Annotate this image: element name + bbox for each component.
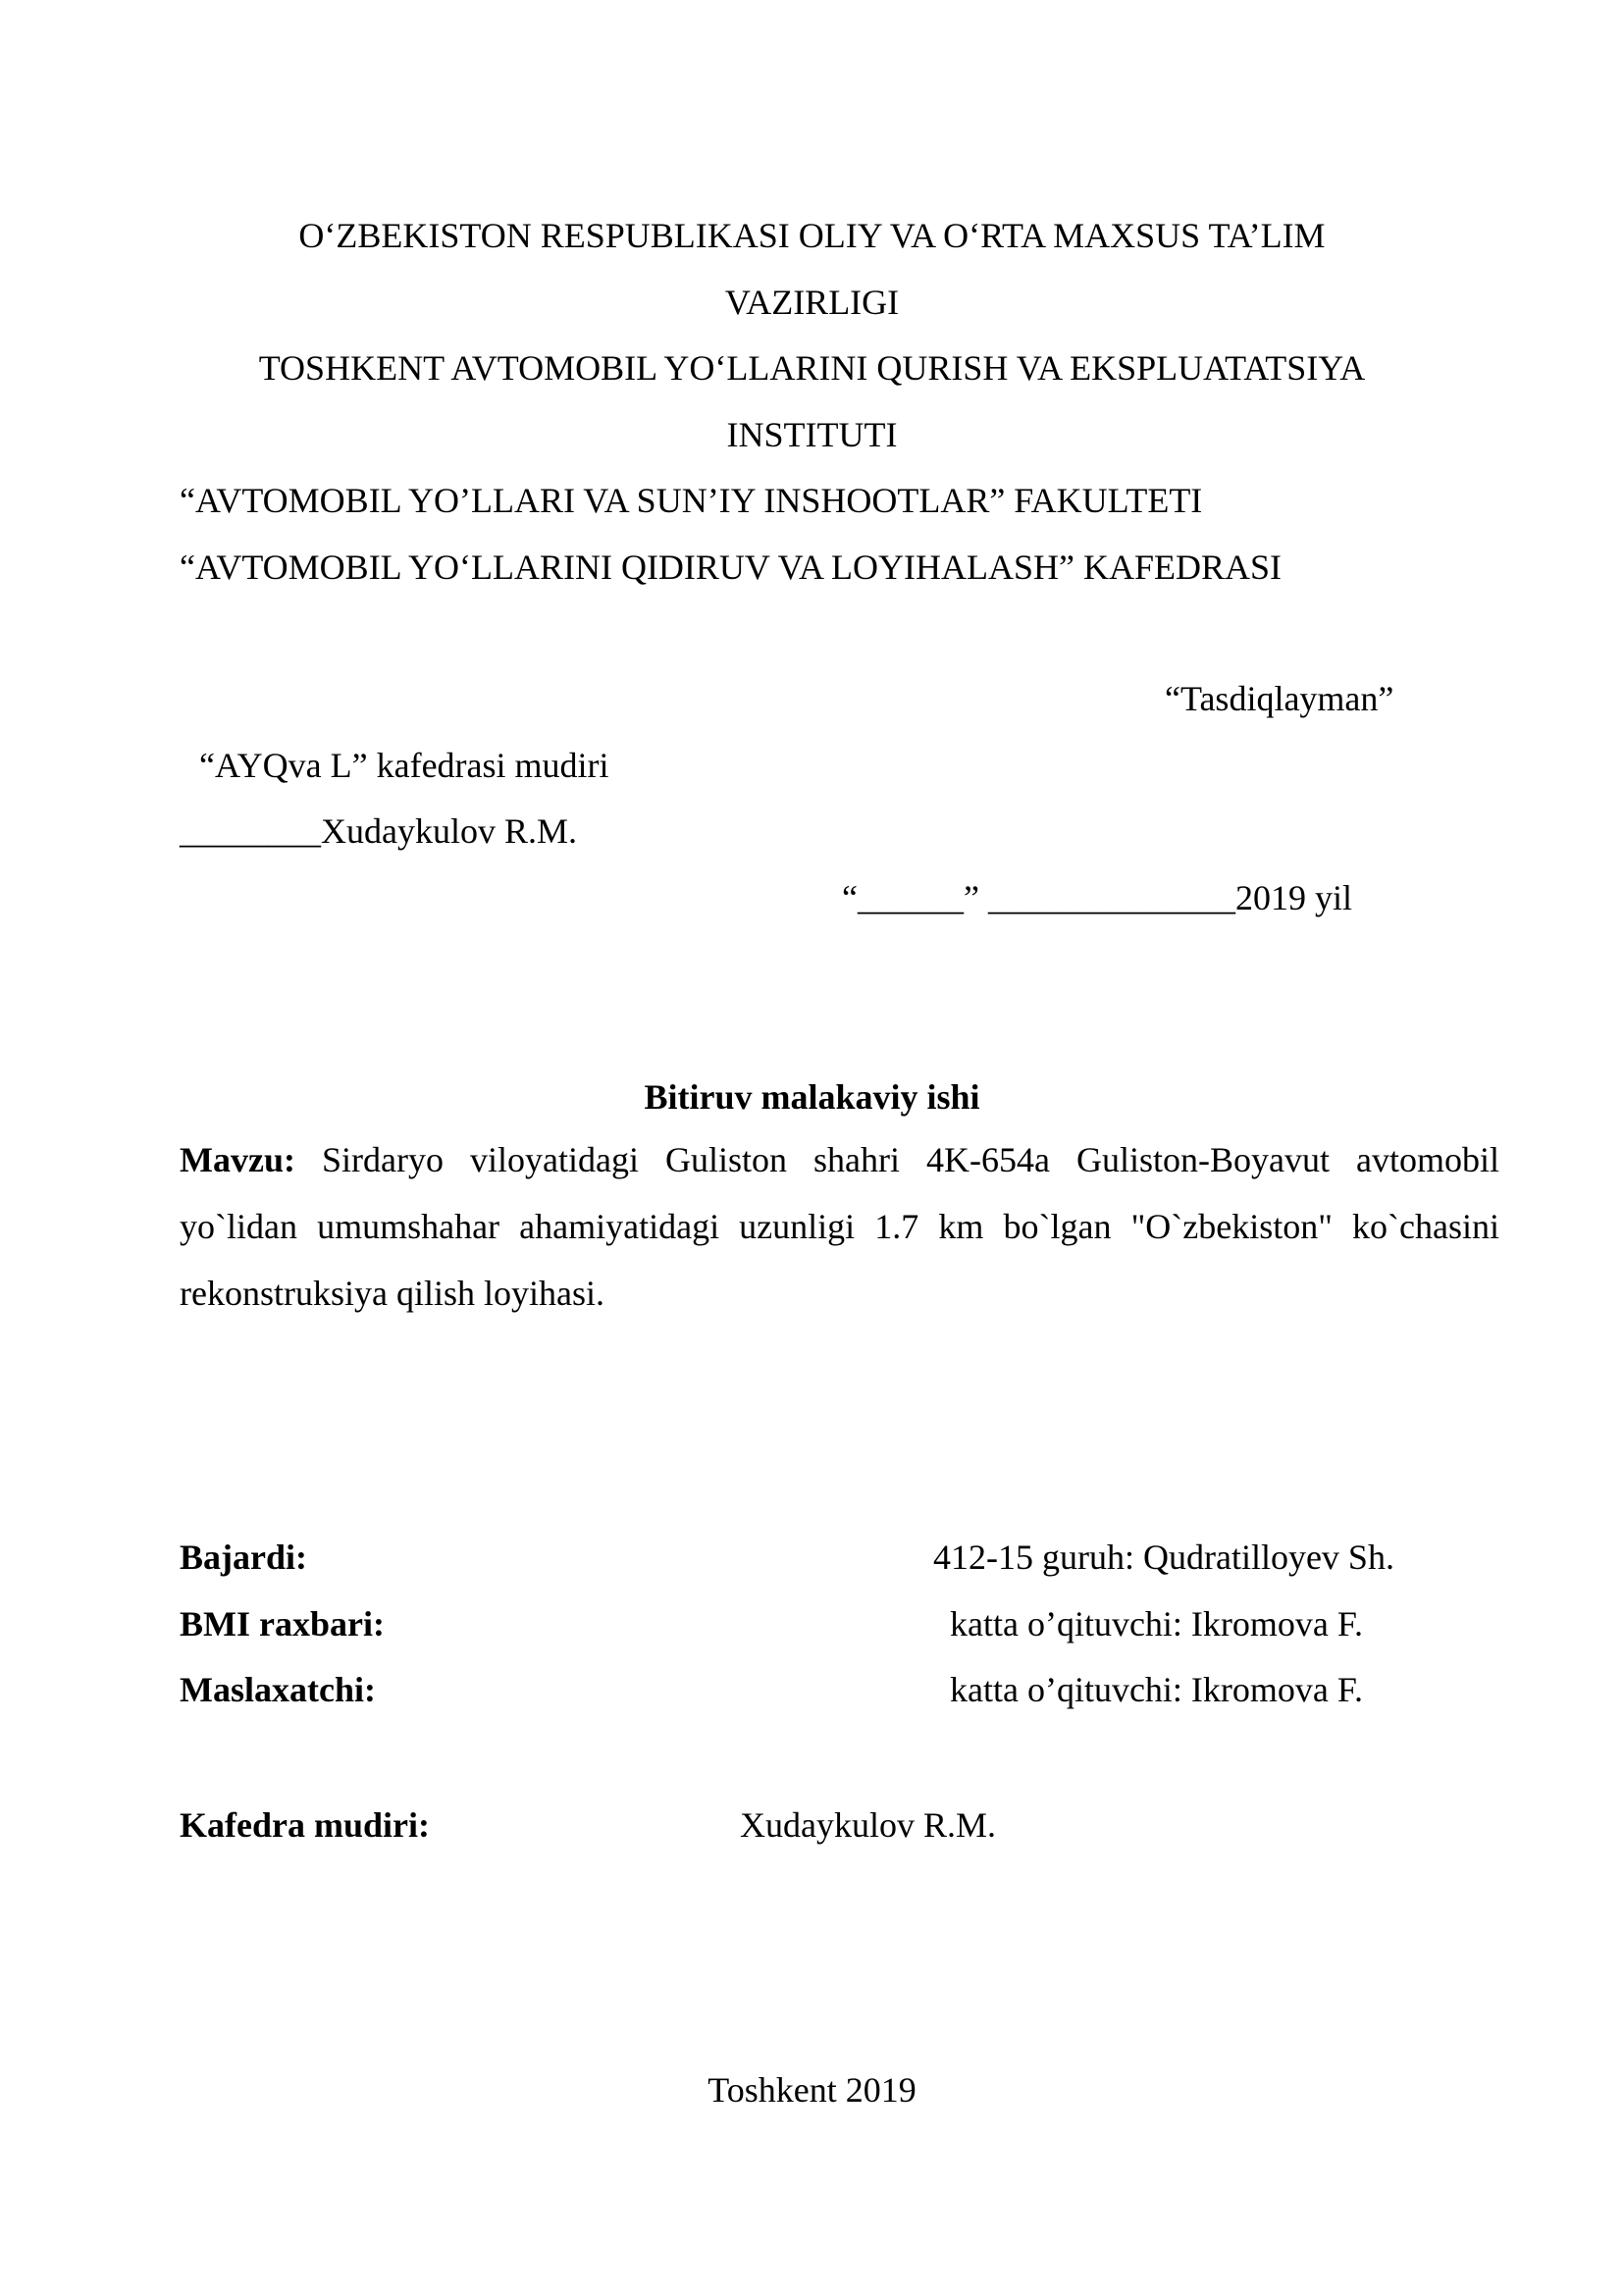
head-of-department-label: Kafedra mudiri: xyxy=(180,1805,430,1845)
faculty-name: “AVTOMOBIL YO’LLARI VA SUN’IY INSHOOTLAR” FAKULTETI xyxy=(180,481,1203,520)
ministry-line-1: O‘ZBEKISTON RESPUBLIKASI OLIY VA O‘RTA MAXSUS TA’LIM xyxy=(298,216,1326,255)
role-label-consultant: Maslaxatchi: xyxy=(180,1670,376,1709)
approval-label: “Tasdiqlayman” xyxy=(1165,679,1394,718)
approval-date-line: “______” ______________2019 yil xyxy=(842,878,1352,917)
topic-paragraph xyxy=(180,1126,1499,1327)
role-value-performer: 412-15 guruh: Qudratilloyev Sh. xyxy=(933,1538,1394,1577)
role-value-supervisor: katta o’qituvchi: Ikromova F. xyxy=(950,1604,1364,1643)
ministry-line-2: VAZIRLIGI xyxy=(724,283,900,322)
department-head-title: “AYQva L” kafedrasi mudiri xyxy=(199,746,609,785)
topic-text: Sirdaryo viloyatidagi Guliston shahri 4K-654a Guliston-Boyavut avtomobil yo`lidan umumshahar ahamiyatidagi uzunligi 1.7 km bo`lgan "O`zbekiston" ko`chasini rekonstruksiya qilish loyihasi. xyxy=(180,1140,1499,1313)
institute-line-1: TOSHKENT AVTOMOBIL YO‘LLARINI QURISH VA EKSPLUATATSIYA xyxy=(258,348,1366,388)
role-label-performer: Bajardi: xyxy=(180,1538,307,1577)
department-name: “AVTOMOBIL YO‘LLARINI QIDIRUV VA LOYIHALASH” KAFEDRASI xyxy=(180,548,1282,587)
role-value-consultant: katta o’qituvchi: Ikromova F. xyxy=(950,1670,1364,1709)
topic-label: Mavzu: xyxy=(180,1140,295,1179)
city-year: Toshkent 2019 xyxy=(707,2070,917,2110)
department-head-signature: ________Xudaykulov R.M. xyxy=(180,811,577,851)
work-title: Bitiruv malakaviy ishi xyxy=(644,1077,980,1117)
role-label-supervisor: BMI raxbari: xyxy=(180,1604,385,1643)
head-of-department-name: Xudaykulov R.M. xyxy=(740,1805,996,1845)
institute-line-2: INSTITUTI xyxy=(726,415,898,454)
